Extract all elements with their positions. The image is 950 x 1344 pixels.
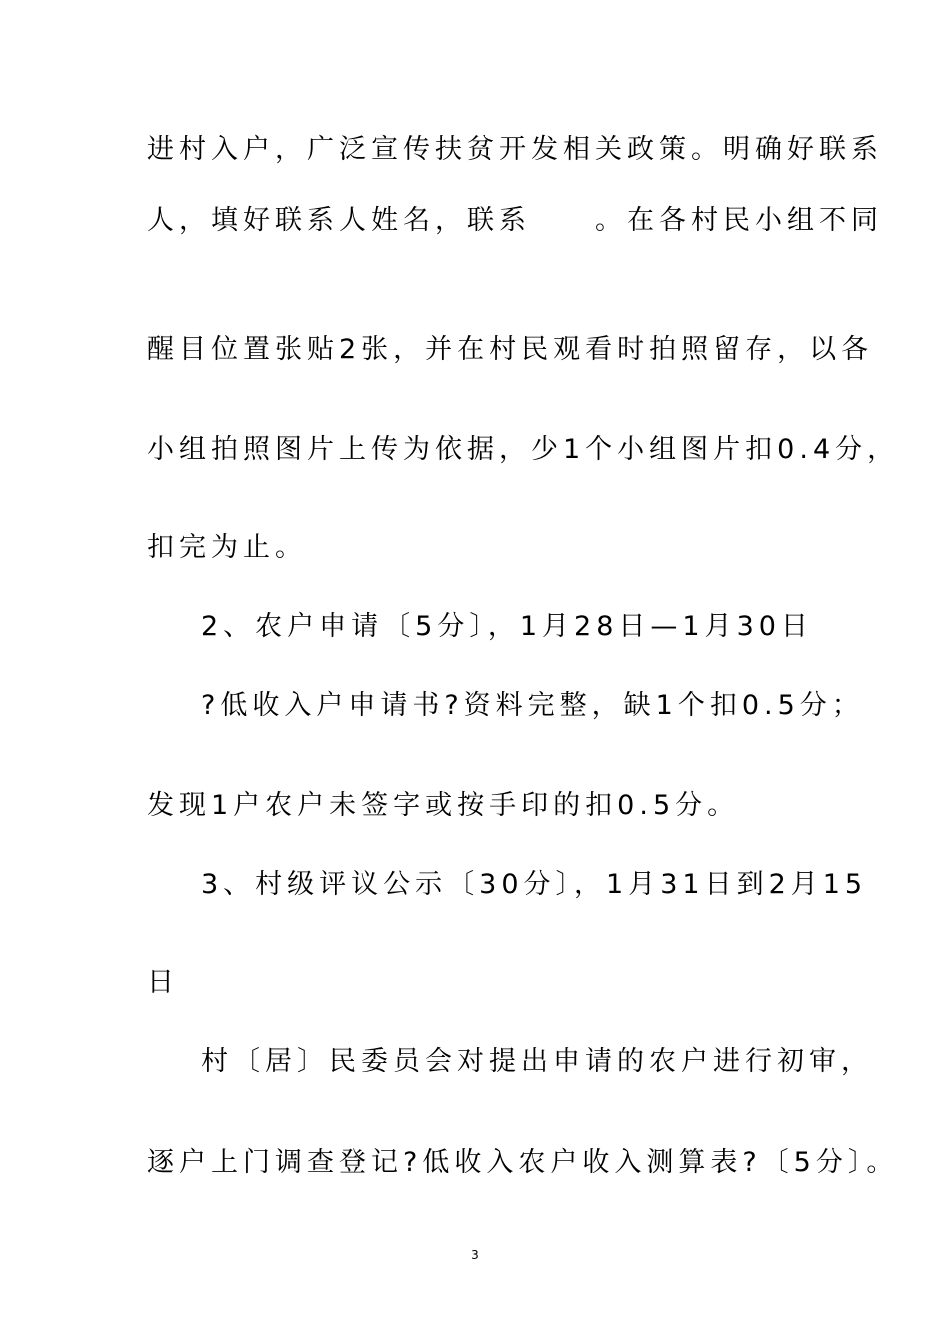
text-line: 醒目位置张贴2张，并在村民观看时拍照留存，以各: [147, 334, 874, 365]
text-line: 进村入户，广泛宣传扶贫开发相关政策。明确好联系: [147, 134, 883, 165]
text-line: 逐户上门调查登记?低收入农户收入测算表?〔5分〕。: [147, 1147, 899, 1178]
page-number: 3: [471, 1248, 479, 1262]
text-line: 发现1户农户未签字或按手印的扣0.5分。: [147, 790, 740, 821]
text-line: 2、农户申请〔5分〕，1月28日—1月30日: [201, 611, 813, 642]
text-line: 日: [147, 967, 179, 998]
text-line: 小组拍照图片上传为依据，少1个小组图片扣0.4分，: [147, 434, 900, 465]
text-line: 人，填好联系人姓名，联系 。在各村民小组不同: [147, 205, 883, 236]
text-line: ?低收入户申请书?资料完整，缺1个扣0.5分；: [201, 690, 864, 721]
text-line: 村〔居〕民委员会对提出申请的农户进行初审，: [201, 1046, 873, 1077]
text-line: 3、村级评议公示〔30分〕，1月31日到2月15: [201, 869, 868, 900]
text-line: 扣完为止。: [147, 532, 307, 563]
